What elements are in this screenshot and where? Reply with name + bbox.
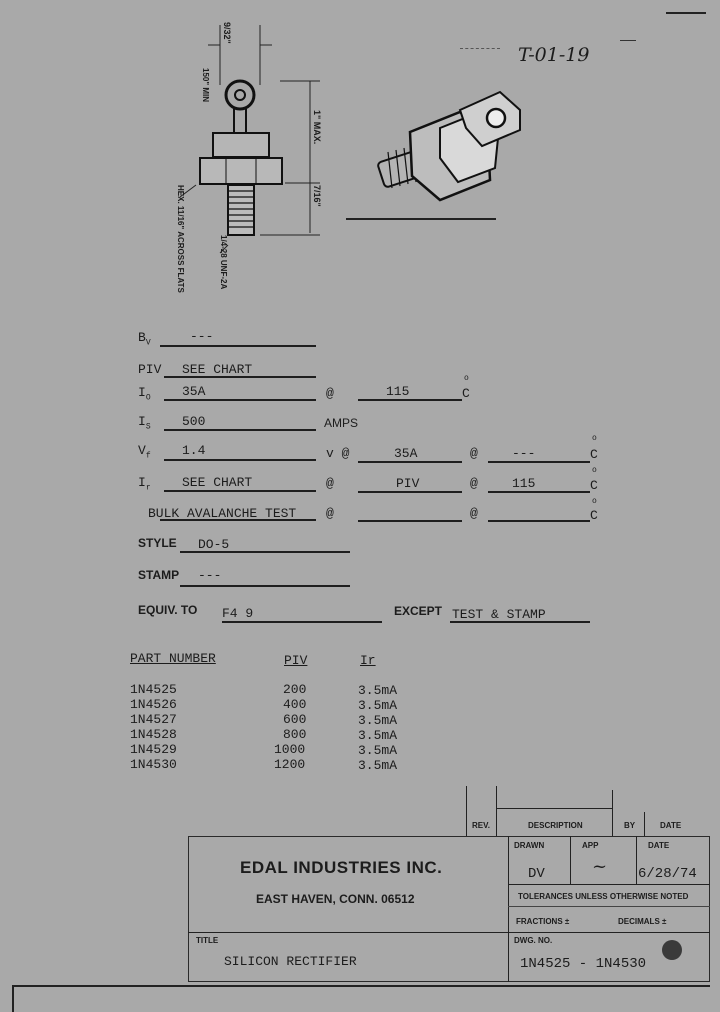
vf-current-line	[358, 461, 462, 463]
except-line	[450, 621, 590, 623]
vf-degree: o	[592, 434, 597, 443]
bulk-line	[160, 519, 316, 521]
bulk-at2: @	[470, 506, 478, 521]
table-cell-piv: 1200	[274, 757, 306, 772]
vf-temp-unit: C	[590, 447, 598, 462]
date-label: DATE	[648, 841, 670, 850]
rev-vline-3	[612, 790, 613, 836]
rev-vline-4	[644, 812, 645, 836]
seal-icon	[662, 940, 682, 960]
table-cell-piv: 200	[283, 682, 307, 697]
table-cell-piv: 1000	[274, 742, 306, 757]
table-cell-ir: 3.5mA	[358, 698, 398, 713]
note-dash-2	[620, 40, 636, 41]
bulk-degree: o	[592, 497, 597, 506]
vf-current: 35A	[394, 446, 418, 461]
rev-vline-2	[496, 786, 497, 836]
io-unit: C	[462, 386, 470, 401]
decimals-label: DECIMALS ±	[618, 917, 667, 926]
by-header: BY	[624, 821, 636, 830]
is-label: $I_S$	[138, 414, 151, 432]
table-row: 1N4527	[130, 712, 177, 727]
ir-at: @	[326, 476, 334, 491]
bv-line	[160, 345, 316, 347]
table-row: 1N4526	[130, 697, 177, 712]
iso-underline	[346, 218, 496, 220]
rev-header: REV.	[472, 821, 490, 830]
stamp-label: STAMP	[138, 568, 180, 582]
table-row: 1N4530	[130, 757, 177, 772]
io-at: @	[326, 386, 334, 401]
ir-line	[164, 490, 316, 492]
piv-label: PIV	[138, 362, 162, 377]
dim-7-16: 7/16"	[312, 185, 322, 207]
dwg-value: 1N4525 - 1N4530	[520, 956, 647, 972]
rev-top-border	[496, 808, 612, 809]
app-signature: ~	[592, 856, 608, 877]
vf-line	[164, 459, 316, 461]
style-line	[180, 551, 350, 553]
bulk-line-2	[358, 520, 462, 522]
table-cell-ir: 3.5mA	[358, 758, 398, 773]
stamp-line	[180, 585, 350, 587]
bv-value: ---	[190, 329, 214, 344]
drawn-value: DV	[528, 866, 545, 882]
vf-at2: @	[470, 446, 478, 461]
top-border	[666, 12, 706, 14]
ir-voltage-line	[358, 491, 462, 493]
io-value: 35A	[182, 384, 206, 399]
ir-temp-unit: C	[590, 478, 598, 493]
io-line	[164, 399, 316, 401]
ir-temp-line	[488, 491, 590, 493]
title-value: SILICON RECTIFIER	[224, 954, 357, 969]
ir-value: SEE CHART	[182, 475, 253, 490]
bottom-border	[14, 985, 710, 987]
style-value: DO-5	[198, 537, 230, 552]
ir-label: $I_r$	[138, 475, 151, 493]
drawn-label: DRAWN	[514, 841, 545, 850]
vf-value: 1.4	[182, 443, 206, 458]
bv-label: $B_V$	[138, 330, 151, 348]
note-dash	[460, 48, 500, 49]
date-value: 6/28/74	[638, 866, 697, 882]
equiv-label: EQUIV. TO	[138, 603, 198, 617]
equiv-value: F4 9	[222, 606, 254, 621]
bulk-label: BULK AVALANCHE TEST	[148, 506, 297, 521]
vf-temp-line	[488, 461, 590, 463]
io-degree: o	[464, 374, 469, 383]
dim-1-max: 1" MAX.	[312, 110, 322, 145]
tb-hline-right-1	[508, 884, 710, 885]
handwritten-note: T-01-19	[518, 44, 590, 66]
th-part-number: PART NUMBER	[130, 651, 216, 666]
table-cell-piv: 400	[283, 697, 307, 712]
ir-temp: 115	[512, 476, 536, 491]
ir-at2: @	[470, 476, 478, 491]
ir-voltage: PIV	[396, 476, 420, 491]
title-label: TITLE	[196, 936, 219, 945]
except-label: EXCEPT	[394, 604, 443, 618]
table-cell-ir: 3.5mA	[358, 713, 398, 728]
hex-note: HEX. 11/16" ACROSS FLATS	[176, 185, 185, 293]
app-label: APP	[582, 841, 599, 850]
isometric-view	[370, 80, 550, 230]
rev-vline-1	[466, 786, 467, 836]
th-piv: PIV	[284, 653, 308, 668]
io-label: $I_O$	[138, 385, 151, 403]
table-cell-ir: 3.5mA	[358, 683, 398, 698]
piv-line	[164, 376, 316, 378]
fractions-label: FRACTIONS ±	[516, 917, 570, 926]
ir-degree: o	[592, 466, 597, 475]
is-line	[164, 429, 316, 431]
description-header: DESCRIPTION	[528, 821, 583, 830]
tb-hline-right-2	[508, 906, 710, 907]
date-header: DATE	[660, 821, 682, 830]
th-ir: Ir	[360, 653, 376, 668]
bulk-at: @	[326, 506, 334, 521]
company-address: EAST HAVEN, CONN. 06512	[256, 892, 415, 906]
tb-hline-title	[188, 932, 710, 933]
left-border	[12, 985, 14, 1012]
stamp-value: ---	[198, 568, 222, 583]
table-row: 1N4528	[130, 727, 177, 742]
equiv-line	[222, 621, 382, 623]
piv-value: SEE CHART	[182, 362, 253, 377]
dwg-label: DWG. NO.	[514, 936, 553, 945]
vf-unit: v @	[326, 446, 350, 461]
thread-note: 1/4-28 UNF-2A	[219, 235, 228, 290]
is-unit: AMPS	[324, 416, 359, 430]
table-cell-ir: 3.5mA	[358, 743, 398, 758]
is-value: 500	[182, 414, 206, 429]
vf-label: $V_f$	[138, 443, 151, 461]
io-temp: 115	[386, 384, 410, 399]
dim-150-min: 150" MIN	[201, 68, 210, 103]
tb-vline-date	[636, 836, 637, 884]
vf-temp: ---	[512, 446, 536, 461]
table-cell-piv: 800	[283, 727, 307, 742]
tb-vline	[508, 836, 509, 982]
table-cell-piv: 600	[283, 712, 307, 727]
bulk-unit: C	[590, 508, 598, 523]
table-row: 1N4529	[130, 742, 177, 757]
except-value: TEST & STAMP	[452, 607, 546, 622]
tb-vline-app	[570, 836, 571, 884]
style-label: STYLE	[138, 536, 177, 550]
table-row: 1N4525	[130, 682, 177, 697]
dim-9-32: 9/32"	[222, 22, 232, 44]
tolerances-label: TOLERANCES UNLESS OTHERWISE NOTED	[518, 892, 689, 901]
bulk-line-3	[488, 520, 590, 522]
table-cell-ir: 3.5mA	[358, 728, 398, 743]
company-name: EDAL INDUSTRIES INC.	[240, 858, 443, 877]
io-temp-line	[358, 399, 462, 401]
